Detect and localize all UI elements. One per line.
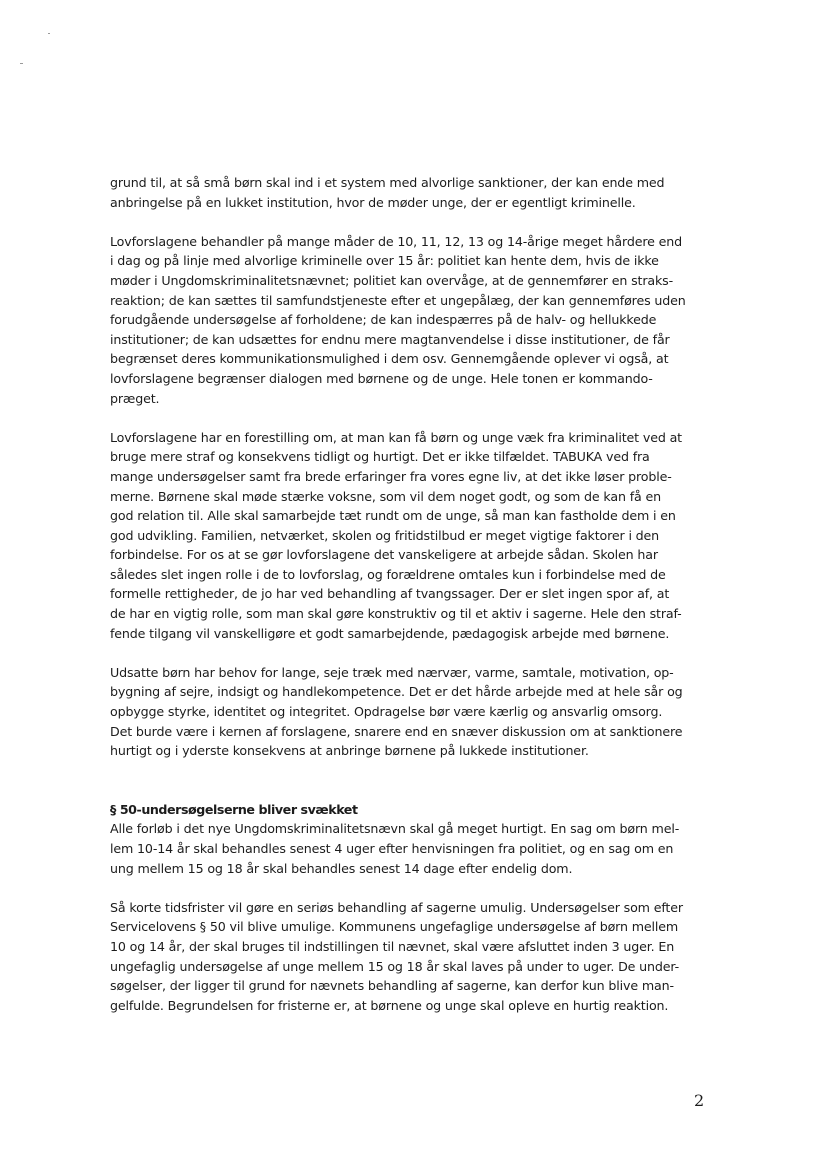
text-line: præget. [110,390,160,406]
text-line: forbindelse. For os at se gør lovforslagene det vanskeligere at arbejde sådan. Skolen har [110,547,658,563]
text-line: Så korte tidsfrister vil gøre en seriøs behandling af sagerne umulig. Undersøgelser som efter [110,899,683,915]
text-line: merne. Børnene skal møde stærke voksne, som vil dem noget godt, og som de kan få en [110,488,661,504]
paragraph [110,819,710,878]
scan-speck [20,63,23,64]
paragraph [110,663,710,761]
text-line: god relation til. Alle skal samarbejde tæt rundt om de unge, så man kan fastholde dem i en [110,508,676,524]
text-line: Lovforslagene behandler på mange måder de 10, 11, 12, 13 og 14-årige meget hårdere end [110,233,682,249]
text-line: ungefaglig undersøgelse af unge mellem 15 og 18 år skal laves på under to uger. De under- [110,958,680,974]
text-line: begrænset deres kommunikationsmulighed i dem osv. Gennemgående oplever vi også, at [110,351,669,367]
text-line: fende tilgang vil vanskelligøre et godt samarbejdende, pædagogisk arbejde med børnene. [110,625,670,641]
text-line: Alle forløb i det nye Ungdomskriminalitetsnævn skal gå meget hurtigt. En sag om børn mel- [110,821,680,837]
text-line: forudgående undersøgelse af forholdene; de kan indespærres på de halv- og hellukkede [110,312,657,328]
text-line: mange undersøgelser samt fra brede erfaringer fra vores egne liv, at det ikke løser proble- [110,468,672,484]
text-line: bygning af sejre, indsigt og handlekompetence. Det er det hårde arbejde med at hele sår og [110,684,683,700]
text-line: de har en vigtig rolle, som man skal gøre konstruktiv og til et aktiv i sagerne. Hele den straf- [110,606,682,622]
text-line: anbringelse på en lukket institution, hvor de møder unge, der er egentligt kriminelle. [110,194,636,210]
paragraph [110,232,710,408]
section-gap [110,761,710,800]
text-line: institutioner; de kan udsættes for endnu mere magtanvendelse i disse institutioner, de får [110,331,670,347]
text-line: søgelser, der ligger til grund for nævnets behandling af sagerne, kan derfor kun blive man- [110,978,674,994]
text-line: bruge mere straf og konsekvens tidligt og hurtigt. Det er ikke tilfældet. TABUKA ved fra [110,449,650,465]
paragraph [110,173,710,212]
text-line: Servicelovens § 50 vil blive umulige. Kommunens ungefaglige undersøgelse af børn mellem [110,919,679,935]
text-line: formelle rettigheder, de jo har ved behandling af tvangssager. Der er slet ingen spor af, at [110,586,670,602]
text-line: således slet ingen rolle i de to lovforslag, og forældrene omtales kun i forbindelse med de [110,566,666,582]
paragraph [110,898,710,1016]
text-line: ung mellem 15 og 18 år skal behandles senest 14 dage efter endelig dom. [110,860,573,876]
text-line: i dag og på linje med alvorlige kriminelle over 15 år: politiet kan hente dem, hvis de ikke [110,253,659,269]
page-number: 2 [694,1091,705,1110]
text-line: opbygge styrke, identitet og integritet. Opdragelse bør være kærlig og ansvarlig omsorg. [110,704,663,720]
text-line: Udsatte børn har behov for lange, seje træk med nærvær, varme, samtale, motivation, op- [110,664,674,680]
text-line: møder i Ungdomskriminalitetsnævnet; politiet kan overvåge, at de gennemfører en straks- [110,272,674,288]
text-line: Det burde være i kernen af forslagene, snarere end en snæver diskussion om at sanktionere [110,723,683,739]
text-line: 10 og 14 år, der skal bruges til indstillingen til nævnet, skal være afsluttet inden 3 uger. En [110,938,675,954]
text-line: lem 10-14 år skal behandles senest 4 uger efter henvisningen fra politiet, og en sag om en [110,841,674,856]
text-line: reaktion; de kan sættes til samfundstjeneste efter et ungepålæg, der kan gennemføres uden [110,292,686,308]
text-line: gelfulde. Begrundelsen for fristerne er, at børnene og unge skal opleve en hurtig reaktion. [110,997,669,1013]
scan-speck [48,33,50,34]
text-line: grund til, at så små børn skal ind i et system med alvorlige sanktioner, der kan ende med [110,175,665,190]
paragraph [110,428,710,644]
document-body [110,173,710,1015]
text-line: hurtigt og i yderste konsekvens at anbringe børnene på lukkede institutioner. [110,743,589,759]
section-heading: § 50-undersøgelserne bliver svækket [110,801,358,817]
text-line: Lovforslagene har en forestilling om, at man kan få børn og unge væk fra kriminalitet ved at [110,429,682,445]
text-line: lovforslagene begrænser dialogen med børnene og de unge. Hele tonen er kommando- [110,370,653,386]
text-line: god udvikling. Familien, netværket, skolen og fritidstilbud er meget vigtige faktorer i den [110,527,660,543]
